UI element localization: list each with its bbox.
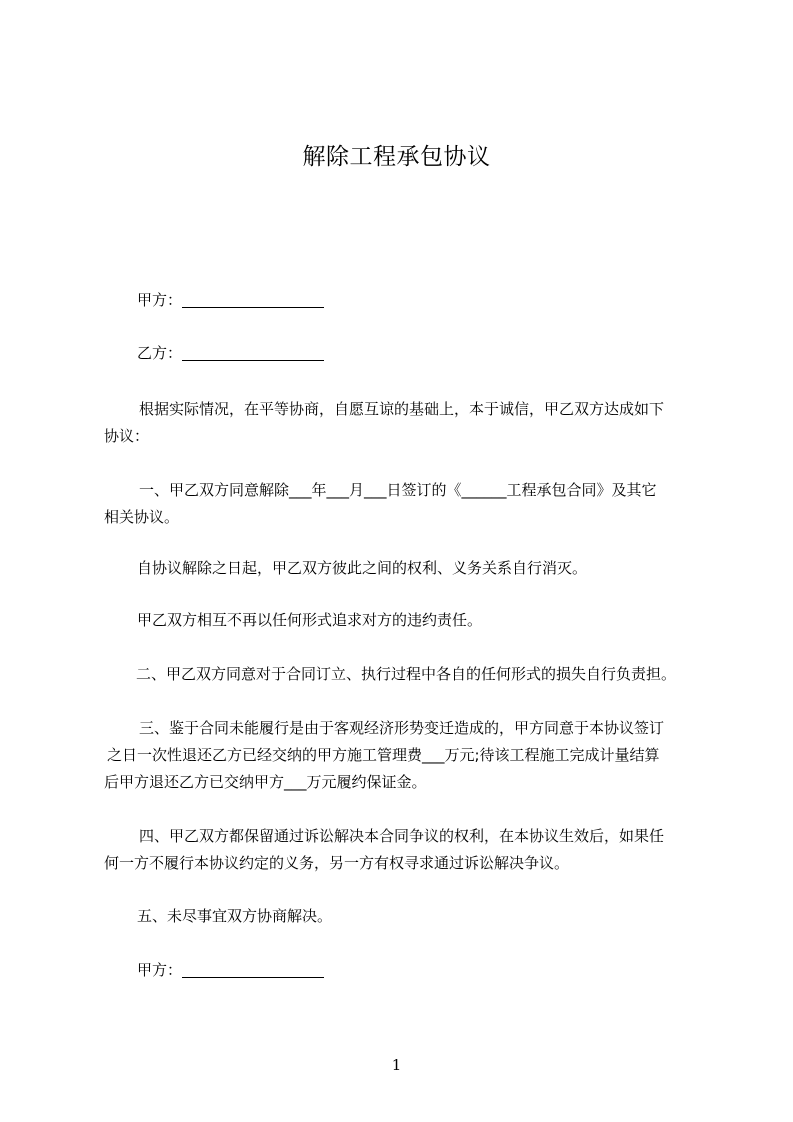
clause-3-line-2: 之日一次性退还乙方已经交纳的甲方施工管理费___万元;待该工程施工完成计量结算 [107,746,660,764]
signature-party-a-line [137,957,737,983]
clause-1-cont-a: 自协议解除之日起，甲乙双方彼此之间的权利、义务关系自行消灭。 [137,559,588,577]
clause-5: 五、未尽事宜双方协商解决。 [137,907,333,925]
clause-4-line-2: 何一方不履行本协议约定的义务，另一方有权寻求通过诉讼解决争议。 [104,854,570,872]
party-a-blank[interactable] [182,291,324,308]
clause-1-line-1: 一、甲乙双方同意解除___年___月___日签订的《______工程承包合同》及其它 [139,481,657,499]
document-title: 解除工程承包协议 [302,144,491,170]
clause-1-line-2: 相关协议。 [104,508,180,526]
clause-3-line-1: 三、鉴于合同未能履行是由于客观经济形势变迁造成的，甲方同意于本协议签订 [139,719,665,737]
intro-line-1: 根据实际情况，在平等协商，自愿互谅的基础上，本于诚信，甲乙双方达成如下 [139,400,665,418]
intro-line-2: 协议： [104,427,150,445]
party-a-line [137,287,737,313]
clause-2: 二、甲乙双方同意对于合同订立、执行过程中各自的任何形式的损失自行负责担。 [136,665,677,683]
clause-1-cont-b: 甲乙双方相互不再以任何形式追求对方的违约责任。 [137,611,483,629]
party-b-blank[interactable] [182,344,324,361]
clause-3-line-3: 后甲方退还乙方已交纳甲方___万元履约保证金。 [104,773,427,791]
party-b-label: 乙方： [137,344,183,362]
clause-4-line-1: 四、甲乙双方都保留通过诉讼解决本合同争议的权利，在本协议生效后，如果任 [139,827,665,845]
page-number: 1 [391,1056,402,1074]
party-b-line [137,340,737,366]
signature-party-a-label: 甲方： [137,961,183,979]
signature-party-a-blank[interactable] [182,961,324,978]
party-a-label: 甲方： [137,291,183,309]
